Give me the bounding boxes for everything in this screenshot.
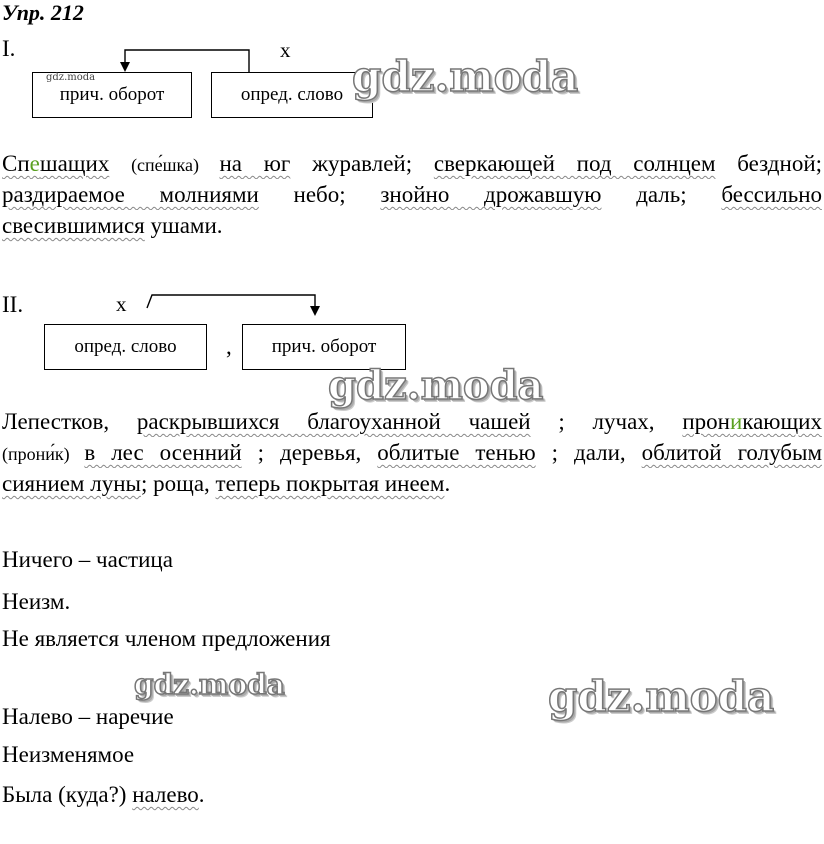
adverb: налево (132, 782, 199, 807)
section-1-arrowhead (120, 62, 130, 72)
box-label: прич. оборот (59, 84, 165, 105)
participle-phrase: сверкающей под солнцем (433, 151, 716, 176)
text-line (2, 148, 822, 179)
small-watermark: gdz.moda (46, 72, 96, 83)
note-line: Неизменямое (2, 742, 135, 767)
text-line (2, 179, 822, 210)
plain-text: ; лучах, (558, 409, 683, 434)
participle-phrase: знойно дрожавшую (380, 182, 602, 207)
box-label: опред. слово (74, 336, 177, 357)
text-line (2, 468, 822, 499)
participle-phrase: бессильно (721, 182, 822, 207)
participle: проникающих (682, 409, 822, 434)
note-line: Была (куда?) налево. (2, 782, 205, 807)
note-line: Неизм. (2, 589, 71, 614)
plain-text: ушами. (144, 213, 223, 238)
plain-text: бездной; (737, 151, 822, 176)
comma: , (226, 334, 232, 359)
plain-text: . (444, 471, 451, 496)
plain-text: даль; (636, 182, 722, 207)
text-line (2, 210, 822, 241)
dependent-words: на юг (219, 151, 291, 176)
participle-phrase: облитые тенью (377, 440, 536, 465)
section-2-number: II. (2, 292, 24, 317)
text-line (2, 406, 822, 437)
check-word: (спе́шка) (131, 155, 220, 175)
check-word: (прони́к) (2, 444, 85, 464)
section-1-arrow-line (125, 50, 249, 72)
plain-text: Лепестков, (2, 409, 137, 434)
note-line: Налево – наречие (2, 704, 174, 729)
text-line (2, 437, 822, 468)
watermark: gdz.moda (548, 672, 775, 721)
participle-phrase: сиянием луны (2, 471, 141, 496)
plain-text: небо; (293, 182, 381, 207)
section-2-box-defined-word (44, 324, 207, 370)
note-line: Не является членом предложения (2, 626, 331, 651)
exercise-title: Упр. 212 (2, 0, 84, 25)
dependent-words: в лес осенний (84, 440, 242, 465)
participle: Спешащих (2, 151, 110, 176)
section-2-x-mark: х (116, 292, 127, 316)
participle-phrase: облитой голубым (641, 440, 822, 465)
section-2-arrow-line (147, 295, 315, 312)
participle-phrase: свесившимися (2, 213, 145, 238)
watermark: gdz.moda (352, 52, 579, 101)
watermark: gdz.moda (134, 668, 285, 701)
participle-phrase: раскрывшихся благоуханной чашей (136, 409, 531, 434)
watermark: gdz.moda (328, 362, 544, 409)
plain-text: журавлей; (312, 151, 434, 176)
plain-text: ; дали, (551, 440, 642, 465)
section-1-text (2, 148, 822, 241)
section-1-x-mark: х (280, 38, 291, 62)
participle-phrase: теперь покрытая инеем (215, 471, 445, 496)
box-label: прич. оборот (271, 336, 377, 357)
plain-text: ; деревья, (257, 440, 378, 465)
section-2-text (2, 406, 822, 499)
note-line: Ничего – частица (2, 547, 173, 572)
box-label: опред. слово (240, 84, 344, 105)
section-2-arrowhead (310, 306, 320, 316)
section-1-number: I. (2, 36, 16, 61)
participle-phrase: раздираемое молниями (2, 182, 259, 207)
plain-text: ; роща, (140, 471, 216, 496)
